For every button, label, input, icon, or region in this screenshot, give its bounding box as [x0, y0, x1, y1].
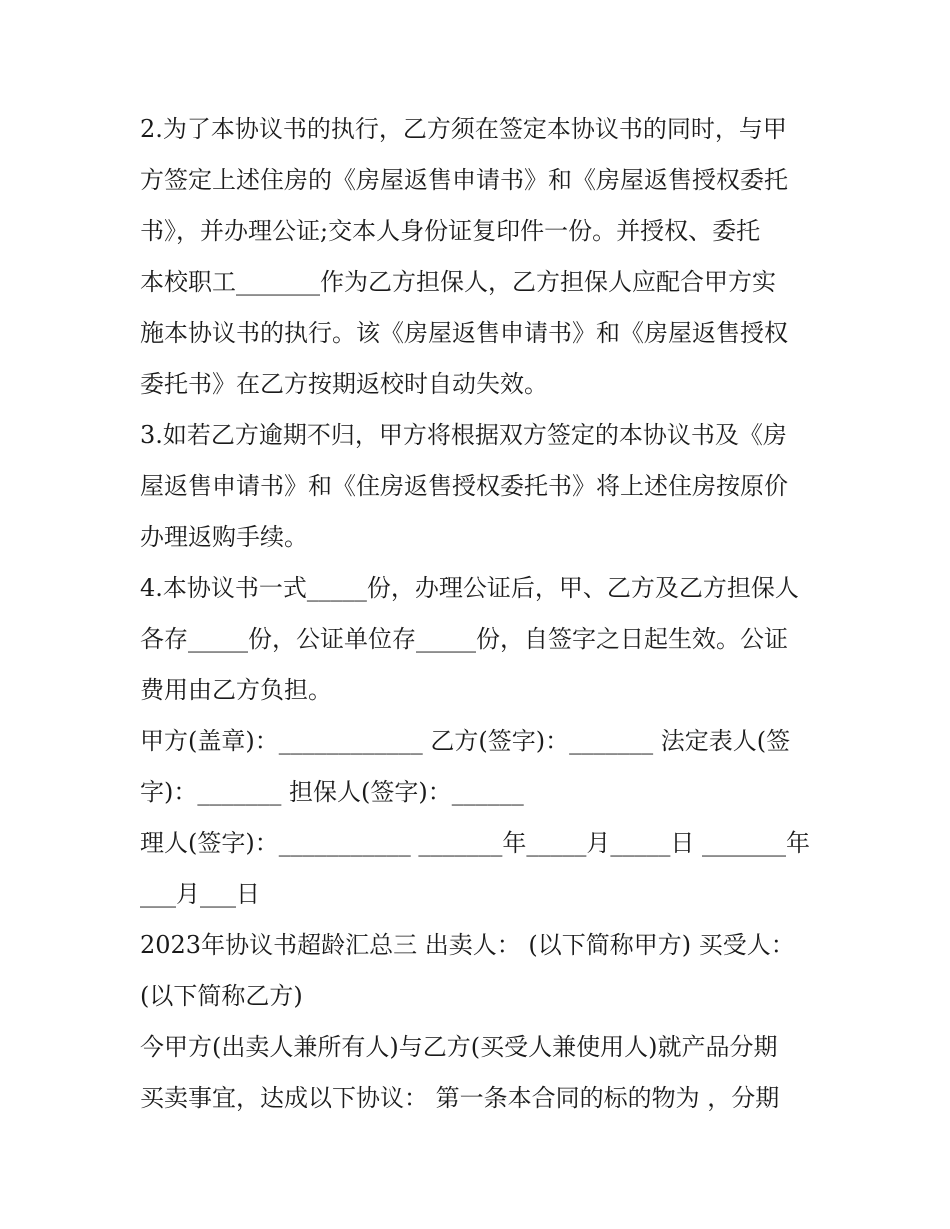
text-line: 费用由乙方负担。 — [140, 676, 332, 704]
text-line: 各存_____份，公证单位存_____份，自签字之日起生效。公证 — [140, 625, 788, 653]
text-line: 书》，并办理公证;交本人身份证复印件一份。并授权、委托 — [140, 217, 761, 245]
section-heading-line: (以下简称乙方) — [140, 982, 303, 1010]
document-body — [140, 104, 820, 1124]
text-line: 3.如若乙方逾期不归，甲方将根据双方签定的本协议书及《房 — [140, 421, 787, 449]
text-line: 4.本协议书一式_____份，办理公证后，甲、乙方及乙方担保人 — [140, 574, 799, 602]
text-line: 2.为了本协议书的执行，乙方须在签定本协议书的同时，与甲 — [140, 115, 787, 143]
signature-line: ___月___日 — [140, 880, 260, 908]
signature-line: 字)：_______ 担保人(签字)：______ — [140, 778, 524, 806]
text-line: 今甲方(出卖人兼所有人)与乙方(买受人兼使用人)就产品分期 — [140, 1033, 778, 1061]
text-line: 施本协议书的执行。该《房屋返售申请书》和《房屋返售授权 — [140, 319, 788, 347]
text-line: 屋返售申请书》和《住房返售授权委托书》将上述住房按原价 — [140, 472, 788, 500]
text-line: 买卖事宜，达成以下协议： 第一条本合同的标的物为 ，分期 — [140, 1084, 780, 1112]
text-line: 本校职工_______作为乙方担保人，乙方担保人应配合甲方实 — [140, 268, 776, 296]
text-line: 委托书》在乙方按期返校时自动失效。 — [140, 370, 548, 398]
section-heading-line: 2023年协议书超龄汇总三 出卖人： (以下简称甲方) 买受人： — [140, 931, 795, 959]
text-line: 办理返购手续。 — [140, 523, 308, 551]
signature-line: 甲方(盖章)：____________ 乙方(签字)：_______ 法定表人(签 — [140, 727, 791, 755]
signature-line: 理人(签字)：___________ _______年_____月_____日 _______年 — [140, 829, 810, 857]
text-line: 方签定上述住房的《房屋返售申请书》和《房屋返售授权委托 — [140, 166, 788, 194]
